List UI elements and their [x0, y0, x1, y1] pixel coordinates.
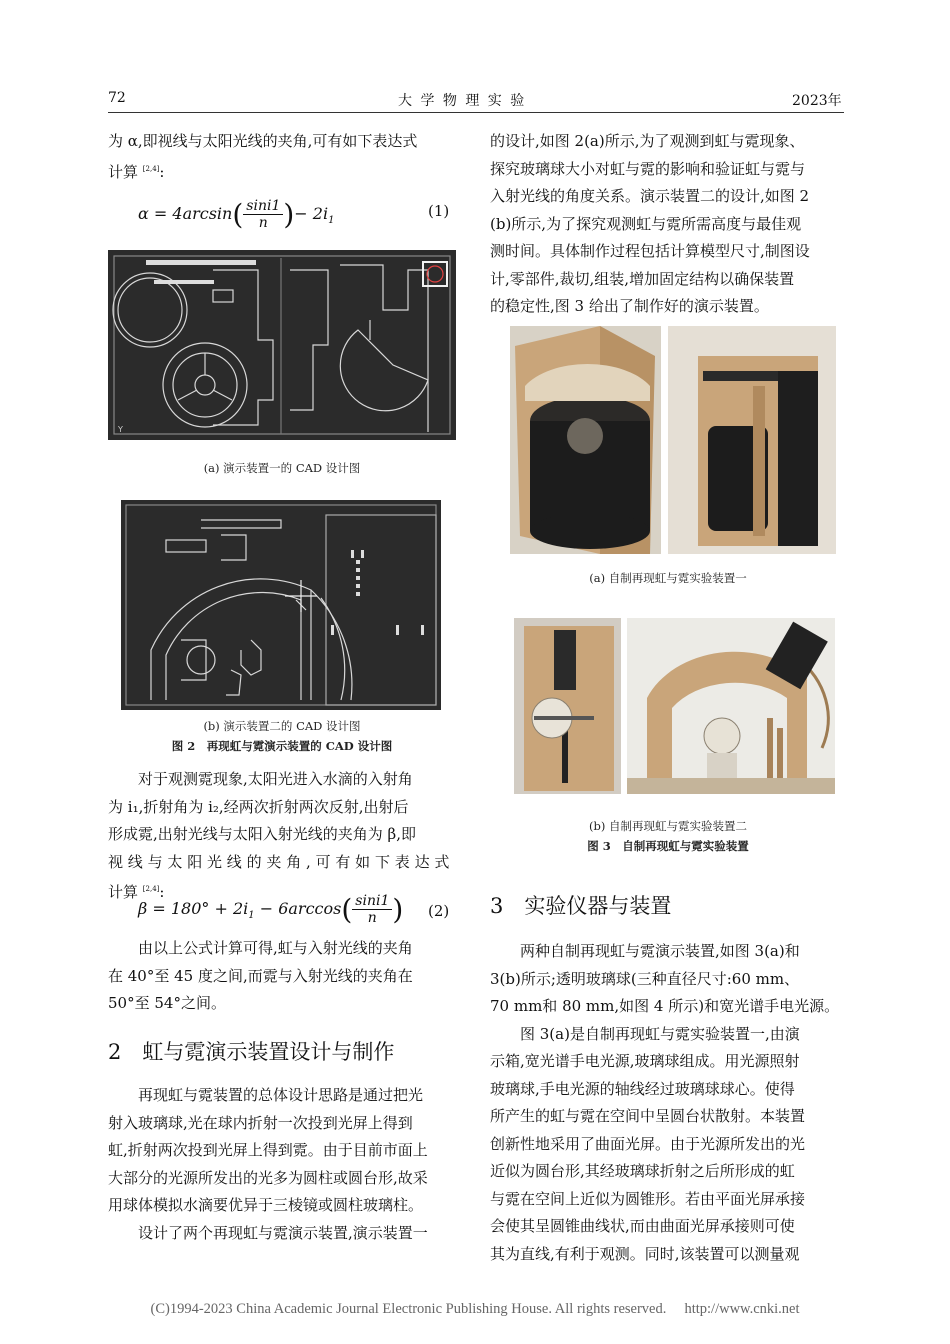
figure-3-caption: 图 3 自制再现虹与霓实验装置	[587, 839, 749, 853]
figure-3b-photo-right	[627, 618, 835, 794]
figure-3a-photo-left	[510, 326, 661, 554]
section-2-title: 2 虹与霓演示装置设计与制作	[108, 1040, 395, 1064]
ni-paragraph: 对于观测霓现象,太阳光进入水滴的入射角 为 i₁,折射角为 i₂,经两次折射两次反射,出射后 形成霓,出射光线与太阳入射光线的夹角为 β,即 视线与太阳光线的夹角,可有如下表达式 计算 [2,4]:	[108, 770, 455, 901]
figure-3a-photo-right	[668, 326, 836, 554]
calc-paragraph: 由以上公式计算可得,虹与入射光线的夹角 在 40°至 45 度之间,而霓与入射光线的夹角在 50°至 54°之间。	[108, 939, 413, 1012]
equation-1: α = 4arcsin( $\frac{\sin i1}{n}$ )− $2i_1$	[138, 198, 335, 231]
header-rule	[108, 112, 844, 113]
page-number: 72	[108, 90, 126, 106]
figure-2a-cad-drawing	[108, 250, 456, 440]
figure-3b-caption: (b) 自制再现虹与霓实验装置二	[589, 819, 747, 833]
journal-title: 大 学 物 理 实 验	[398, 93, 527, 109]
continued-paragraph: 的设计,如图 2(a)所示,为了观测到虹与霓现象、 探究玻璃球大小对虹与霓的影响和验证虹与霓与 入射光线的角度关系。演示装置二的设计,如图 2 (b)所示,为了探究观测虹与霓所需高度与最佳观 测时间。具体制作过程包括计算模型尺寸,制图设 计,零部件,裁切,组装,增加固定结构以确保装置 的稳定性,图 3 给出了制作好的演示装置。	[490, 132, 810, 315]
section-3-title: 3 实验仪器与装置	[490, 894, 672, 918]
figure-3a-caption: (a) 自制再现虹与霓实验装置一	[589, 571, 747, 585]
equation-1-number: (1)	[428, 202, 450, 220]
design-paragraph: 再现虹与霓装置的总体设计思路是通过把光 射入玻璃球,光在球内折射一次投到光屏上得到 虹,折射两次投到光屏上得到霓。由于目前市面上 大部分的光源所发出的光多为圆柱或圆台形,故采 用球体模拟水滴要优异于三棱镜或圆柱玻璃柱。 设计了两个再现虹与霓演示装置,演示装置一	[108, 1086, 428, 1242]
figure-2b-caption: (b) 演示装置二的 CAD 设计图	[203, 719, 361, 733]
intro-paragraph: 为 α,即视线与太阳光线的夹角,可有如下表达式 计算 [2,4]:	[108, 132, 418, 181]
figure-3b-photo-left	[514, 618, 621, 794]
figure-2-caption: 图 2 再现虹与霓演示装置的 CAD 设计图	[171, 739, 393, 753]
instruments-paragraph: 两种自制再现虹与霓演示装置,如图 3(a)和 3(b)所示;透明玻璃球(三种直径尺寸:60 mm、 70 mm和 80 mm,如图 4 所示)和宽光谱手电光源。 图 3(a)是自制再现虹与霓实验装置一,由演 示箱,宽光谱手电光源,玻璃球组成。用光源照射 玻璃球,手电光源的轴线经过玻璃球球心。使得 所产生的虹与霓在空间中呈圆台状散射。本装置 创新性地采用了曲面光屏。由于光源所发出的光 近似为圆台形,其经玻璃球折射之后所形成的虹 与霓在空间上近似为圆锥形。若由平面光屏承接 会使其呈圆锥曲线状,而由曲面光屏承接则可使 其为直线,有利于观测。同时,该装置可以测量观	[490, 942, 840, 1263]
journal-year: 2023年	[792, 93, 842, 109]
figure-2b-cad-drawing	[121, 500, 441, 710]
equation-2: $\beta = 180^\circ + 2i_1 - 6\arccos$( $\frac{\sin i1}{n}$ )	[138, 893, 404, 926]
equation-2-number: (2)	[428, 902, 450, 920]
figure-2a-caption: (a) 演示装置一的 CAD 设计图	[203, 461, 361, 475]
svg-text:Y: Y	[118, 425, 123, 434]
copyright-footer: (C)1994-2023 China Academic Journal Electronic Publishing House. All rights reserved. http://www.cnki.net	[150, 1301, 800, 1317]
